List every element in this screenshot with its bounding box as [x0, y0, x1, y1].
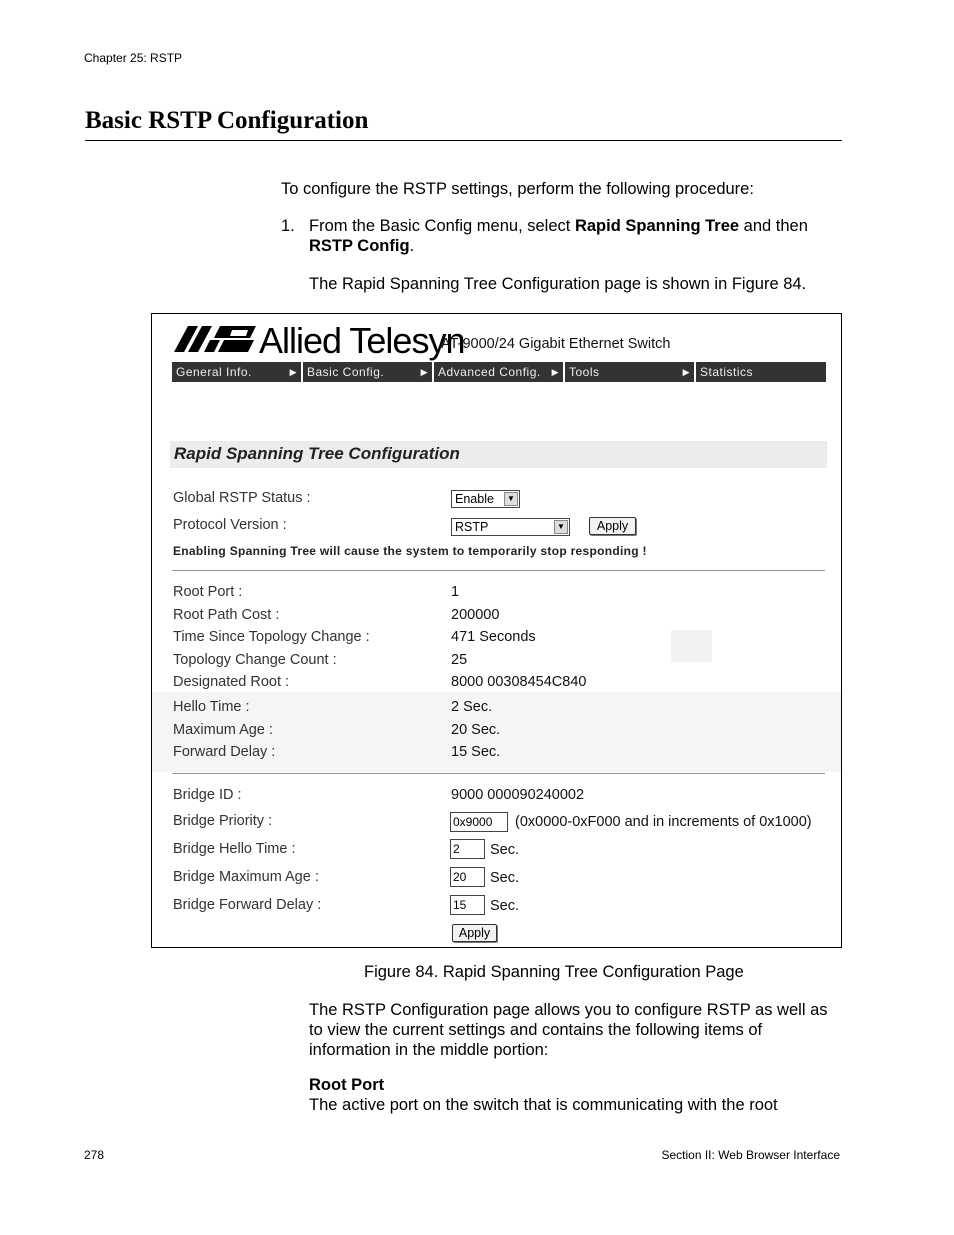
menu-basic-config[interactable]	[303, 362, 434, 382]
divider	[172, 773, 825, 774]
body-paragraph: The RSTP Configuration page allows you to configure RSTP as well as to view the current settings and contains the following items of information in the middle portion:	[309, 1001, 828, 1059]
hello-time-value: 2 Sec.	[451, 699, 493, 715]
menu-bar	[172, 362, 826, 382]
menu-statistics[interactable]	[696, 362, 826, 382]
maximum-age-value: 20 Sec.	[451, 722, 501, 738]
menu-label: Basic Config.	[307, 365, 385, 379]
figure-screenshot	[151, 313, 842, 948]
bridge-priority-label: Bridge Priority :	[173, 813, 273, 829]
forward-delay-label: Forward Delay :	[173, 744, 276, 760]
menu-label: Advanced Config.	[438, 365, 541, 379]
menu-arrow-icon: ▶	[682, 367, 690, 377]
bridge-id-value: 9000 000090240002	[451, 787, 585, 803]
apply-protocol-button[interactable]: Apply	[589, 517, 636, 535]
menu-label: Tools	[569, 365, 600, 379]
term-heading: Root Port	[309, 1076, 385, 1094]
menu-advanced-config[interactable]	[434, 362, 565, 382]
bridge-max-age-input[interactable]: 20	[450, 867, 485, 887]
allied-telesyn-logo-icon	[174, 326, 256, 352]
product-name: AT-9000/24 Gigabit Ethernet Switch	[441, 336, 671, 352]
page-number: 278	[84, 1148, 105, 1162]
bridge-forward-delay-label: Bridge Forward Delay :	[173, 897, 322, 913]
topology-change-count-label: Topology Change Count :	[173, 652, 337, 668]
chapter-header: Chapter 25: RSTP	[84, 51, 183, 65]
sec-unit: Sec.	[490, 842, 520, 858]
apply-bridge-button[interactable]: Apply	[452, 924, 497, 942]
page-title: Basic RSTP Configuration	[85, 107, 369, 134]
protocol-version-value: RSTP	[455, 520, 489, 534]
root-port-value: 1	[451, 584, 460, 600]
global-status-select[interactable]	[451, 490, 520, 508]
step-bold-a: Rapid Spanning Tree	[574, 217, 740, 235]
menu-arrow-icon: ▶	[420, 367, 428, 377]
sec-unit: Sec.	[490, 898, 520, 914]
designated-root-value: 8000 00308454C840	[451, 674, 587, 690]
designated-root-label: Designated Root :	[173, 674, 290, 690]
root-port-label: Root Port :	[173, 584, 243, 600]
step-text-b: and then	[739, 217, 808, 235]
bridge-hello-time-label: Bridge Hello Time :	[173, 841, 296, 857]
warning-text: Enabling Spanning Tree will cause the system to temporarily stop responding !	[173, 544, 647, 558]
menu-general-info[interactable]	[172, 362, 303, 382]
hello-time-label: Hello Time :	[173, 699, 250, 715]
topology-change-time-value: 471 Seconds	[451, 629, 536, 645]
topology-change-time-label: Time Since Topology Change :	[173, 629, 370, 645]
step-number: 1.	[281, 217, 295, 235]
divider	[172, 570, 825, 571]
menu-label: Statistics	[700, 365, 754, 379]
global-status-label: Global RSTP Status :	[173, 490, 311, 506]
topology-change-count-value: 25	[451, 652, 468, 668]
menu-arrow-icon: ▶	[289, 367, 297, 377]
protocol-version-select[interactable]	[451, 518, 570, 536]
global-status-value: Enable	[455, 492, 494, 506]
root-path-cost-label: Root Path Cost :	[173, 607, 280, 623]
bridge-id-label: Bridge ID :	[173, 787, 242, 803]
protocol-version-label: Protocol Version :	[173, 517, 287, 533]
sec-unit: Sec.	[490, 870, 520, 886]
menu-label: General Info.	[176, 365, 252, 379]
bridge-forward-delay-input[interactable]: 15	[450, 895, 485, 915]
term-description: The active port on the switch that is communicating with the root	[309, 1096, 778, 1114]
step-text	[309, 216, 849, 256]
chevron-down-icon: ▼	[554, 520, 568, 534]
section-footer: Section II: Web Browser Interface	[661, 1148, 840, 1162]
step-bold-b: RSTP Config	[309, 237, 410, 255]
logo-text: Allied Telesyn	[259, 320, 465, 361]
bridge-max-age-label: Bridge Maximum Age :	[173, 869, 319, 885]
figure-caption: Figure 84. Rapid Spanning Tree Configuration Page	[364, 963, 744, 981]
maximum-age-label: Maximum Age :	[173, 722, 273, 738]
bridge-priority-input[interactable]: 0x9000	[450, 812, 508, 832]
title-rule	[85, 140, 842, 141]
intro-paragraph: To configure the RSTP settings, perform the following procedure:	[281, 180, 754, 198]
menu-tools[interactable]	[565, 362, 696, 382]
bridge-hello-time-input[interactable]: 2	[450, 839, 485, 859]
panel-title: Rapid Spanning Tree Configuration	[174, 444, 460, 463]
bridge-priority-hint: (0x0000-0xF000 and in increments of 0x1000)	[515, 814, 812, 830]
panel-title-bar	[170, 441, 827, 468]
root-path-cost-value: 200000	[451, 607, 500, 623]
step-text-c: .	[409, 237, 415, 255]
menu-arrow-icon: ▶	[551, 367, 559, 377]
chevron-down-icon: ▼	[504, 492, 518, 506]
figure-reference-paragraph: The Rapid Spanning Tree Configuration page is shown in Figure 84.	[309, 275, 807, 293]
shaded-box	[671, 630, 712, 662]
forward-delay-value: 15 Sec.	[451, 744, 501, 760]
step-text-a: From the Basic Config menu, select	[309, 217, 575, 235]
